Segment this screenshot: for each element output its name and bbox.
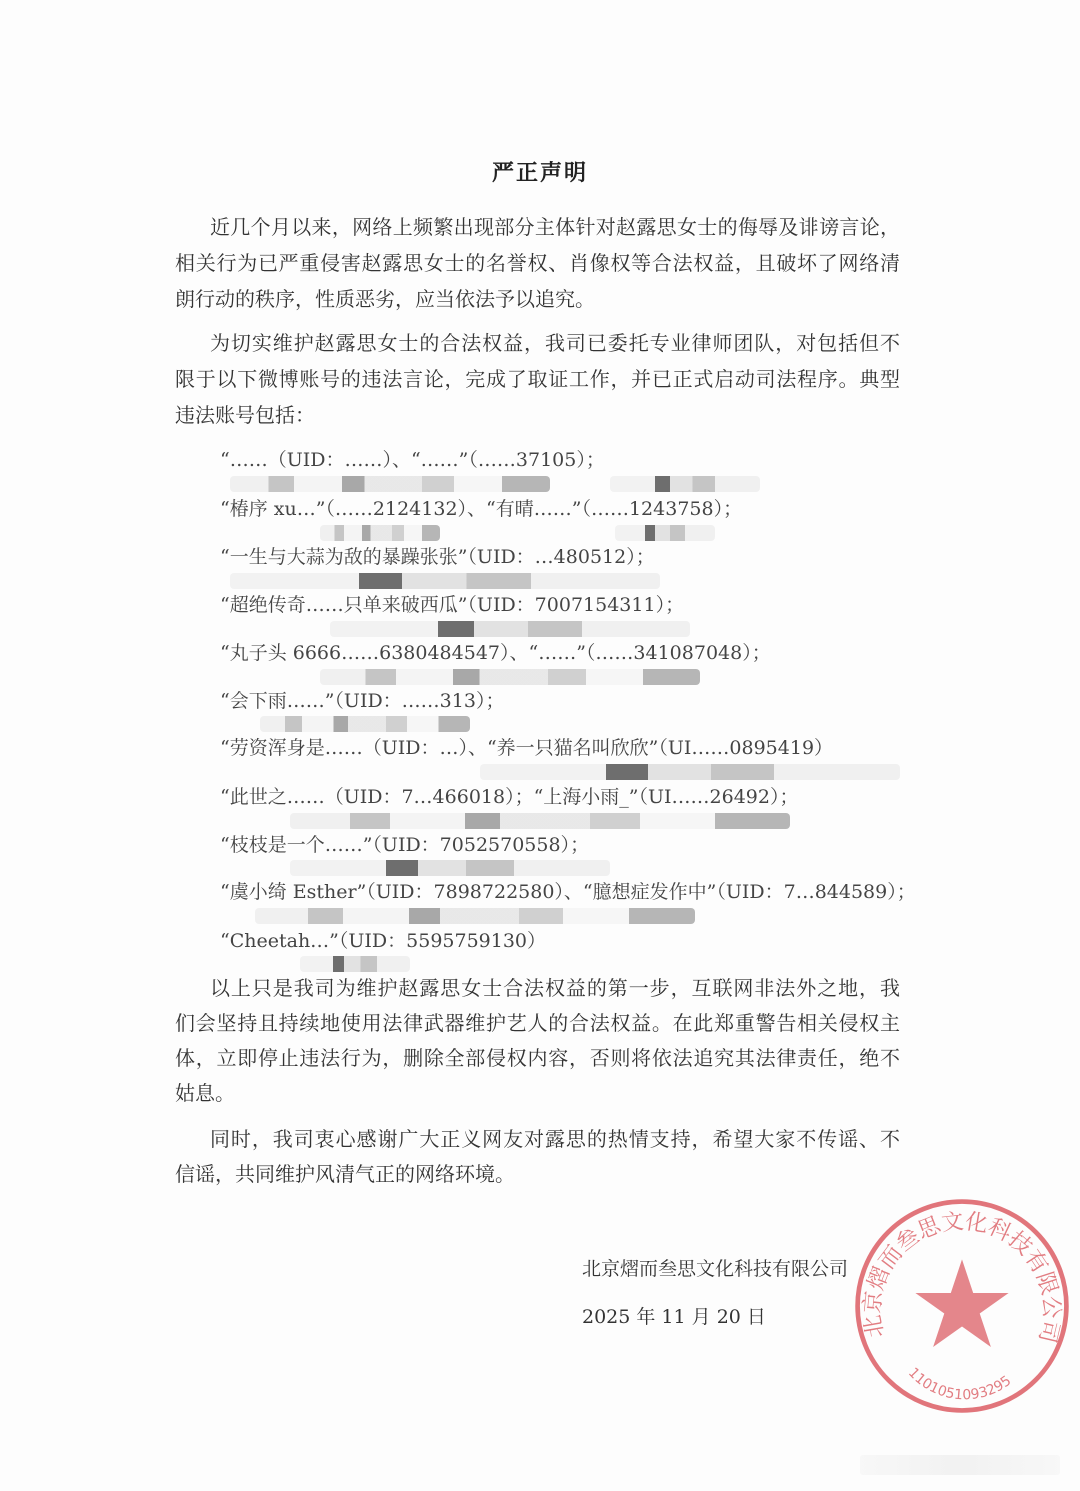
account-item: “此世之……（UID：7…466018）；“上海小雨_”（UI……26492）； xyxy=(220,786,799,808)
paragraph-3-line-1: 以上只是我司为维护赵露思女士合法权益的第一步，互联网非法外之地，我 xyxy=(210,976,900,1000)
account-item: “……（UID：……）、“……”（……37105）； xyxy=(220,449,605,471)
account-item: “Cheetah…”（UID：5595759130） xyxy=(220,930,547,952)
paragraph-3-line-3: 体，立即停止违法行为，删除全部侵权内容，否则将依法追究其法律责任，绝不 xyxy=(175,1046,900,1070)
paragraph-1-line-2: 相关行为已严重侵害赵露思女士的名誉权、肖像权等合法权益，且破坏了网络清 xyxy=(175,251,900,275)
redaction-mosaic xyxy=(290,860,610,876)
account-item: “丸子头 6666……6380484547）、“……”（……341087048）； xyxy=(220,642,771,664)
redaction-mosaic xyxy=(260,716,470,732)
redaction-mosaic xyxy=(290,813,790,829)
statement-date: 2025 年 11 月 20 日 xyxy=(582,1306,766,1328)
paragraph-4-line-2: 信谣，共同维护风清气正的网络环境。 xyxy=(175,1162,515,1186)
account-item: “一生与大蒜为敌的暴躁张张”（UID：…480512）； xyxy=(220,546,655,568)
redaction-mosaic xyxy=(320,525,440,541)
redaction-mosaic xyxy=(230,476,550,492)
company-seal-stamp xyxy=(852,1196,1072,1416)
account-item: “椿序 xu…”（……2124132）、“有晴……”（……1243758）； xyxy=(220,498,743,520)
account-item: “枝枝是一个……”（UID：7052570558）； xyxy=(220,834,590,856)
paragraph-4-line-1: 同时，我司衷心感谢广大正义网友对露思的热情支持，希望大家不传谣、不 xyxy=(210,1127,900,1151)
paragraph-2-line-3: 违法账号包括： xyxy=(175,403,315,427)
paragraph-1-line-3: 朗行动的秩序，性质恶劣，应当依法予以追究。 xyxy=(175,287,595,311)
svg-text:北京熠而叁思文化科技有限公司: 北京熠而叁思文化科技有限公司 xyxy=(859,1208,1065,1346)
redaction-mosaic xyxy=(320,669,700,685)
paragraph-2-line-2: 限于以下微博账号的违法言论，完成了取证工作，并已正式启动司法程序。典型 xyxy=(175,367,900,391)
redaction-mosaic xyxy=(610,476,760,492)
redaction-mosaic xyxy=(330,621,690,637)
account-item: “劳资浑身是……（UID：…）、“养一只猫名叫欣欣”（UI……0895419） xyxy=(220,737,834,759)
redaction-mosaic xyxy=(480,764,900,780)
redaction-mosaic xyxy=(615,525,715,541)
account-item: “虞小绮 Esther”（UID：7898722580）、“臆想症发作中”（UID：7…844589）； xyxy=(220,881,916,903)
paragraph-2-line-1: 为切实维护赵露思女士的合法权益，我司已委托专业律师团队，对包括但不 xyxy=(210,331,900,355)
redaction-mosaic xyxy=(255,908,695,924)
watermark xyxy=(860,1455,1060,1475)
paragraph-3-line-4: 姑息。 xyxy=(175,1081,235,1105)
paragraph-3-line-2: 们会坚持且持续地使用法律武器维护艺人的合法权益。在此郑重警告相关侵权主 xyxy=(175,1011,900,1035)
svg-text:1101051093295: 1101051093295 xyxy=(904,1364,1015,1404)
document-title: 严正声明 xyxy=(491,160,588,186)
company-name: 北京熠而叁思文化科技有限公司 xyxy=(582,1258,849,1280)
redaction-mosaic xyxy=(300,956,410,972)
redaction-mosaic xyxy=(230,573,660,589)
account-item: “超绝传奇……只单来破西瓜”（UID：7007154311）； xyxy=(220,594,685,616)
account-item: “会下雨……”（UID：……313）； xyxy=(220,690,505,712)
paragraph-1-line-1: 近几个月以来，网络上频繁出现部分主体针对赵露思女士的侮辱及诽谤言论， xyxy=(210,215,900,239)
